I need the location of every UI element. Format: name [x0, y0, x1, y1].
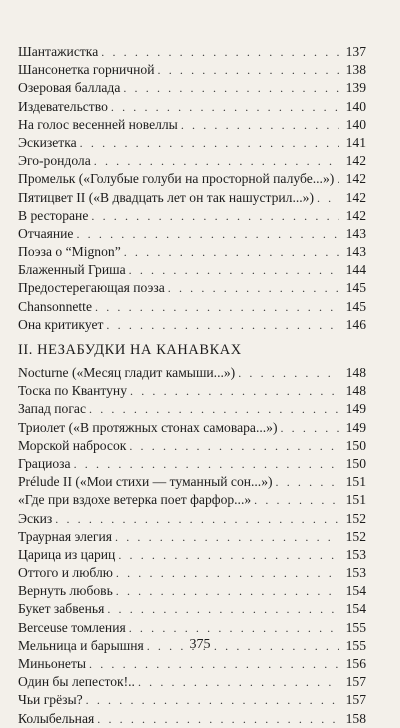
toc-entry	[18, 43, 366, 61]
toc-entry	[18, 619, 366, 637]
toc-entry-page: 155	[345, 619, 366, 635]
toc-entry-title: На голос весенней новеллы	[18, 116, 178, 132]
dot-leader	[101, 43, 339, 61]
toc-entry	[18, 710, 366, 728]
toc-entry-title: Грациоза	[18, 455, 71, 471]
toc-entry-title: Букет забвенья	[18, 601, 105, 617]
toc-entry	[18, 207, 366, 225]
dot-leader	[123, 79, 339, 97]
toc-entry-page: 143	[345, 244, 366, 260]
dot-leader	[118, 546, 339, 564]
toc-entry	[18, 279, 366, 297]
toc-entry-page: 137	[345, 44, 366, 59]
toc-entry-title: Морской набросок	[18, 437, 127, 453]
toc-entry	[18, 528, 366, 546]
toc-entry-page: 144	[345, 262, 366, 278]
dot-leader	[97, 710, 339, 728]
toc-entry-page: 155	[345, 637, 366, 653]
toc-entry-title: Оттого и люблю	[18, 565, 113, 581]
dot-leader	[106, 316, 339, 334]
toc-entry-page: 146	[345, 316, 366, 332]
toc-entry-page: 151	[345, 492, 366, 508]
page-number: 375	[189, 637, 211, 652]
toc-entry-title: Промельк («Голубые голуби на просторной палубе...»)	[18, 171, 335, 187]
dot-leader	[95, 298, 339, 316]
toc-entry-title: Мельница и барышня	[18, 637, 144, 653]
toc-entry	[18, 116, 366, 134]
toc-entry	[18, 316, 366, 334]
dot-leader	[168, 279, 339, 297]
toc-entry-page: 152	[345, 510, 366, 526]
dot-leader	[91, 207, 339, 225]
toc-entry-page: 148	[345, 383, 366, 399]
toc-entry-title: Эго-рондола	[18, 153, 91, 169]
toc-entry-page: 156	[345, 656, 366, 671]
toc-entry-title: Prélude II («Мои стихи — туманный сон...»)	[18, 474, 273, 490]
dot-leader	[129, 261, 339, 279]
toc-entry-title: Озеровая баллада	[18, 80, 121, 96]
toc-entry	[18, 189, 366, 207]
toc-entry-page: 152	[345, 528, 366, 544]
dot-leader	[280, 419, 339, 437]
toc-entry-title: Запад погас	[18, 401, 87, 417]
toc-entry-title: В ресторане	[18, 207, 89, 223]
toc-entry-title: Nocturne («Месяц гладит камыши...»)	[18, 365, 236, 380]
toc-entry	[18, 491, 366, 509]
toc-entry	[18, 364, 366, 382]
toc-entry-title: Чьи грёзы?	[18, 692, 83, 708]
toc-entry	[18, 691, 366, 709]
dot-leader	[238, 364, 339, 382]
toc-entry-page: 149	[345, 401, 366, 417]
dot-leader	[130, 382, 339, 400]
toc-entry-title: Один бы лепесток!..	[18, 674, 135, 690]
toc-entry-page: 140	[345, 98, 366, 114]
dot-leader	[86, 691, 339, 709]
toc-entry-title: Эскиз	[18, 510, 53, 526]
table-of-contents	[18, 43, 366, 728]
toc-entry-page: 142	[345, 189, 366, 205]
toc-entry-page: 148	[345, 365, 366, 380]
toc-entry-page: 154	[345, 601, 366, 617]
toc-entry	[18, 546, 366, 564]
dot-leader	[76, 225, 339, 243]
toc-entry-title: Поэза о “Mignon”	[18, 244, 121, 260]
toc-entry	[18, 134, 366, 152]
toc-list-top	[18, 43, 366, 334]
toc-entry-title: Блаженный Гриша	[18, 262, 126, 278]
toc-entry-page: 141	[345, 134, 366, 150]
dot-leader	[55, 510, 339, 528]
toc-entry	[18, 419, 366, 437]
dot-leader	[89, 655, 339, 673]
toc-entry-page: 154	[345, 583, 366, 599]
toc-entry-page: 153	[345, 546, 366, 562]
toc-entry-title: «Где при вздохе ветерка поет фарфор...»	[18, 492, 252, 508]
dot-leader	[158, 61, 340, 79]
toc-entry-title: Траурная элегия	[18, 528, 112, 544]
toc-entry-page: 151	[345, 474, 366, 490]
toc-entry	[18, 298, 366, 316]
dot-leader	[317, 189, 339, 207]
dot-leader	[129, 437, 339, 455]
toc-entry	[18, 61, 366, 79]
toc-entry	[18, 564, 366, 582]
dot-leader	[80, 134, 339, 152]
toc-entry	[18, 225, 366, 243]
toc-entry-page: 143	[345, 225, 366, 241]
toc-entry-title: Вернуть любовь	[18, 583, 113, 599]
toc-entry	[18, 600, 366, 618]
toc-entry	[18, 79, 366, 97]
toc-entry-title: Триолет («В протяжных стонах самовара...»)	[18, 419, 278, 435]
dot-leader	[276, 473, 339, 491]
toc-entry	[18, 382, 366, 400]
toc-entry-title: Она критикует	[18, 316, 104, 332]
toc-entry-title: Chansonnette	[18, 298, 92, 314]
dot-leader	[129, 619, 339, 637]
toc-entry-title: Издевательство	[18, 98, 108, 114]
dot-leader	[107, 600, 339, 618]
dot-leader	[89, 400, 339, 418]
toc-entry	[18, 473, 366, 491]
toc-entry	[18, 455, 366, 473]
dot-leader	[111, 98, 339, 116]
dot-leader	[94, 152, 339, 170]
toc-entry	[18, 170, 366, 188]
toc-entry-page: 150	[345, 455, 366, 471]
dot-leader	[254, 491, 339, 509]
toc-entry	[18, 655, 366, 673]
toc-entry-page: 150	[345, 437, 366, 453]
toc-entry-title: Предостерегающая поэза	[18, 280, 165, 296]
toc-entry	[18, 510, 366, 528]
toc-entry-title: Эскизетка	[18, 134, 77, 150]
toc-entry	[18, 582, 366, 600]
section-heading: II. НЕЗАБУДКИ НА КАНАВКАХ	[18, 342, 242, 358]
toc-entry	[18, 98, 366, 116]
toc-entry-page: 157	[345, 692, 366, 708]
dot-leader	[181, 116, 339, 134]
toc-entry-title: Отчаяние	[18, 225, 74, 241]
dot-leader	[116, 582, 339, 600]
toc-entry	[18, 243, 366, 261]
toc-entry-page: 142	[345, 207, 366, 223]
toc-entry-page: 140	[345, 116, 366, 132]
toc-entry-title: Шантажистка	[18, 44, 99, 59]
dot-leader	[74, 455, 339, 473]
dot-leader	[337, 170, 339, 188]
dot-leader	[124, 243, 339, 261]
toc-entry-title: Колыбельная	[18, 710, 95, 726]
toc-entry-page: 153	[345, 565, 366, 581]
toc-entry-page: 139	[345, 80, 366, 96]
toc-entry-title: Тоска по Квантуну	[18, 383, 127, 399]
toc-entry-title: Миньонеты	[18, 656, 87, 671]
toc-entry-page: 158	[345, 710, 366, 726]
toc-entry-title: Berceuse томления	[18, 619, 126, 635]
toc-entry	[18, 400, 366, 418]
toc-entry-title: Шансонетка горничной	[18, 62, 155, 78]
dot-leader	[115, 528, 339, 546]
toc-entry-page: 142	[345, 153, 366, 169]
toc-entry	[18, 437, 366, 455]
dot-leader	[116, 564, 339, 582]
toc-entry-title: Царица из цариц	[18, 546, 116, 562]
toc-entry-page: 149	[345, 419, 366, 435]
toc-entry-page: 157	[345, 674, 366, 690]
toc-entry	[18, 152, 366, 170]
toc-entry-page: 145	[345, 280, 366, 296]
dot-leader	[138, 673, 339, 691]
toc-entry	[18, 261, 366, 279]
toc-entry-page: 138	[345, 62, 366, 78]
toc-entry	[18, 673, 366, 691]
toc-entry-page: 142	[345, 171, 366, 187]
toc-list-bottom	[18, 364, 366, 728]
toc-entry-title: Пятицвет II («В двадцать лет он так нашустрил...»)	[18, 189, 314, 205]
toc-entry-page: 145	[345, 298, 366, 314]
